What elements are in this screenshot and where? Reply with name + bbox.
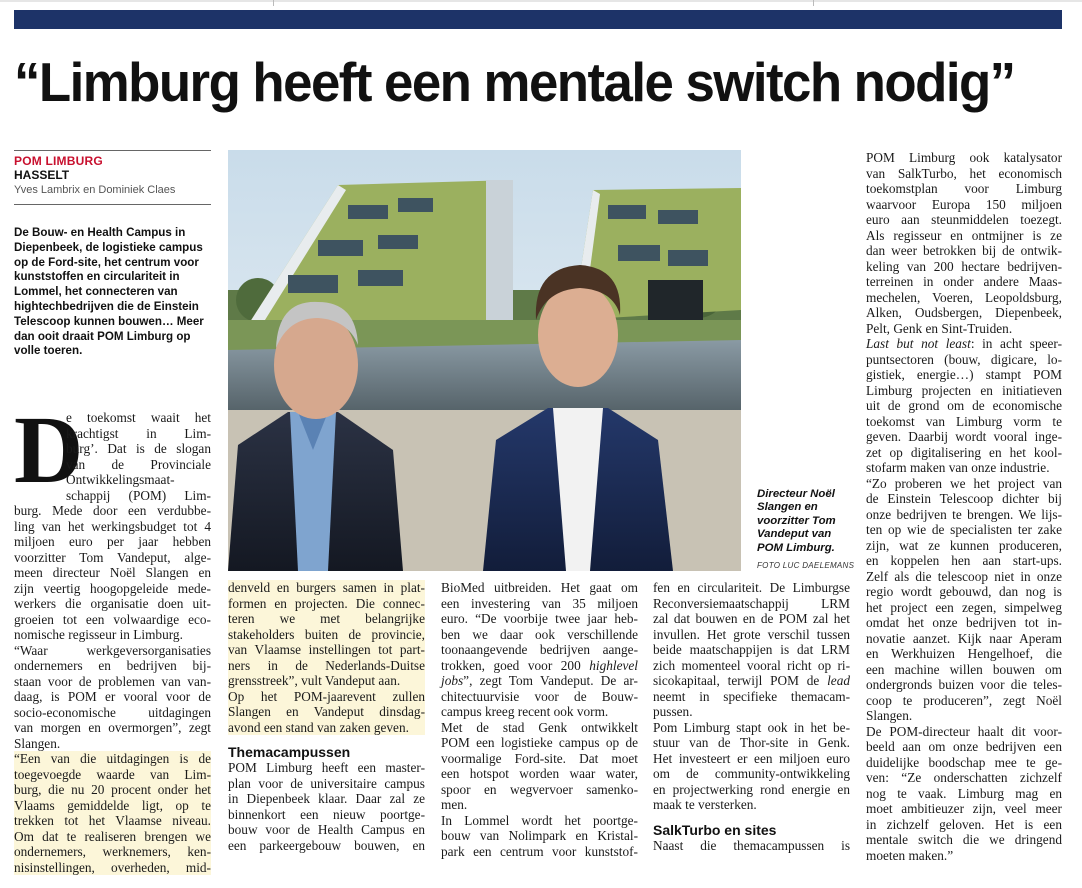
article-column-1-body bbox=[14, 503, 211, 875]
text-line: formen en projecten. Die connec- bbox=[228, 595, 425, 611]
photo-credit: FOTO LUC DAELEMANS bbox=[757, 561, 855, 570]
text-line: waarvoor Europa 150 miljoen bbox=[866, 196, 1062, 212]
text-line: binnenkort een nieuw poortge- bbox=[228, 806, 425, 822]
text-line: miljoen euro per jaar hebben bbox=[14, 534, 211, 549]
text-line: trekken tot het Vlaamse niveau. bbox=[14, 813, 211, 828]
text-line: jobs”, zegt Tom Vandeput. De ar- bbox=[441, 673, 638, 688]
text-line: van Vlaamse instellingen tot part- bbox=[228, 642, 425, 657]
text-line: Naast die themacampussen is bbox=[653, 837, 850, 853]
lead-paragraph: De Bouw- en Health Campus in Diepenbeek, de logistieke campus op de Ford-site, het centrum voor kunststoffen en circulariteit in Lommel, het connecteren van hightechbedrijven die de Einstein Telescoop kunnen bouwen… Meer dan ooit draait POM Limburg op volle toeren. bbox=[14, 226, 204, 358]
article-column-5 bbox=[866, 150, 1062, 863]
text-line: invullen. Het grote verschil tussen bbox=[653, 626, 850, 642]
text-line: trokken, goed voor 200 highlevel bbox=[441, 657, 638, 673]
divider bbox=[14, 204, 211, 205]
text-line: beeld aan om onze bedrijven een bbox=[866, 739, 1062, 754]
article-column-3 bbox=[441, 580, 638, 859]
text-line: ondernemers, werknemers, ken- bbox=[14, 844, 211, 859]
text-line: In Lommel wordt het poortge- bbox=[441, 812, 638, 828]
paragraph bbox=[228, 760, 425, 853]
text-line: neemt in specifieke themacam- bbox=[653, 688, 850, 704]
text-line: De POM-directeur haalt dit voor- bbox=[866, 723, 1062, 739]
text-line: POM Limburg heeft een master- bbox=[228, 760, 425, 775]
text-line: van SalkTurbo, het economisch bbox=[866, 165, 1062, 181]
location-label: HASSELT bbox=[14, 168, 70, 182]
text-line: een parkeergebouw bouwen, en bbox=[228, 837, 425, 853]
text-line: zal dat bouwen en de POM zal het bbox=[653, 611, 850, 626]
text-line: toegevoegde waarde van Lim- bbox=[14, 766, 211, 782]
text-line: toekomstplan voor Limburg bbox=[866, 181, 1062, 196]
section-label: POM LIMBURG bbox=[14, 154, 103, 168]
quote-paragraph bbox=[866, 476, 1062, 724]
text-line: zijn, wat ze kunnen produceren, bbox=[866, 537, 1062, 553]
highlighted-quote bbox=[14, 751, 211, 875]
text-line: coop te produceren”, zegt Noël bbox=[866, 692, 1062, 708]
article-column-2 bbox=[228, 580, 425, 853]
text-line: plan voor de universitaire campus bbox=[228, 775, 425, 791]
text-line: krachtigst in Lim- bbox=[66, 425, 211, 441]
text-line: ners in de Nederlands-Duitse bbox=[228, 657, 425, 673]
text-line: chitectuurvisie voor de Bouw- bbox=[441, 688, 638, 704]
paragraph bbox=[441, 813, 638, 860]
text-line: voorzitter Tom Vandeput, alge- bbox=[14, 549, 211, 565]
text-line: Op het POM-jaarevent zullen bbox=[228, 688, 425, 704]
text-line: een machine willen bouwen om bbox=[866, 661, 1062, 677]
text-line: puntsectoren (bouw, digicare, lo- bbox=[866, 351, 1062, 367]
subheading: Themacampussen bbox=[228, 744, 351, 760]
text-line: omdat het onze bedrijven tot in- bbox=[866, 615, 1062, 630]
text-line: in zichzelf geloven. Het is een bbox=[866, 816, 1062, 832]
text-line: in Diepenbeek klaar. Daar zal ze bbox=[228, 791, 425, 806]
text-line: nog te vaak. Limburg mag en bbox=[866, 785, 1062, 801]
text-line: euro. “De voorbije twee jaar heb- bbox=[441, 611, 638, 626]
text-line: moet ambitieuzer zijn, veel meer bbox=[866, 801, 1062, 816]
divider bbox=[14, 150, 211, 151]
text-line: men. bbox=[441, 797, 468, 812]
article-photo bbox=[228, 150, 741, 571]
text-line: en Werkhuizen Hengelhoef, die bbox=[866, 646, 1062, 661]
text-line: Slangen en Vandeput dinsdag- bbox=[228, 704, 425, 719]
text-line: spoor en wegvervoer samenko- bbox=[441, 781, 638, 797]
text-line: om de community-ontwikkeling bbox=[653, 766, 850, 781]
text-line: socio-economische uitdagingen bbox=[14, 704, 211, 720]
text-line: dan weer betrokken bij de ontwik- bbox=[866, 243, 1062, 258]
text-line: geven. Daarbij wordt vooral inge- bbox=[866, 429, 1062, 444]
text-line: zich momenteel vooral richt op ri- bbox=[653, 657, 850, 673]
text-line: en koppelen hen aan start-ups. bbox=[866, 553, 1062, 568]
text-line: “Zo proberen we het project van bbox=[866, 475, 1062, 491]
text-line: de Einstein Telescoop dichter bij bbox=[866, 491, 1062, 506]
subheading: SalkTurbo en sites bbox=[653, 821, 777, 838]
text-line: euro aan steunmiddelen toezegt. bbox=[866, 212, 1062, 227]
text-line: Pelt, Genk en Sint-Truiden. bbox=[866, 320, 1013, 336]
text-line: mechelen, Voeren, Leopoldsburg, bbox=[866, 289, 1062, 305]
text-line: novatie aanzet. Kijk naar Aperam bbox=[866, 630, 1062, 646]
text-line: terreinen in onder andere Maas- bbox=[866, 274, 1062, 289]
text-line: Limburg projecten en initiatieven bbox=[866, 382, 1062, 398]
text-line: Zelf als die telescoop niet in onze bbox=[866, 568, 1062, 584]
text-line: staan voor de problemen van van- bbox=[14, 673, 211, 689]
text-line: Alken, Oudsbergen, Diepenbeek, bbox=[866, 305, 1062, 320]
text-line: sicokapitaal, terwijl POM de lead bbox=[653, 673, 850, 688]
text-line: meen directeur Noël Slangen en bbox=[14, 565, 211, 580]
text-line: teren we met belangrijke bbox=[228, 611, 425, 626]
text-line: daag, is POM er vooral voor de bbox=[14, 689, 211, 704]
text-line: zijn veertig hoogopgeleide mede- bbox=[14, 580, 211, 596]
paragraph bbox=[653, 580, 850, 720]
highlighted-quote bbox=[228, 580, 425, 689]
text-line: nisinstellingen, overheden, mid- bbox=[14, 859, 211, 875]
text-line: moeten maken.” bbox=[866, 847, 954, 863]
paragraph bbox=[866, 336, 1062, 476]
closing-paragraph bbox=[866, 724, 1062, 864]
paragraph bbox=[866, 150, 1062, 336]
text-line: Slangen. bbox=[866, 708, 913, 723]
highlighted-paragraph bbox=[228, 689, 425, 736]
text-line: BioMed uitbreiden. Het gaat om bbox=[441, 580, 638, 595]
text-line: ondernemers en bedrijven bij- bbox=[14, 658, 211, 673]
text-line: keling van 200 hectare bedrijven- bbox=[866, 258, 1062, 274]
text-line: nomische regisseur in Limburg. bbox=[14, 627, 183, 642]
text-line: burg, die nu 20 procent onder het bbox=[14, 782, 211, 797]
article-column-4 bbox=[653, 580, 850, 853]
article-column-1 bbox=[66, 410, 211, 503]
text-line: en projectwerking rond energie en bbox=[653, 781, 850, 797]
text-line: regio wordt gebouwd, dan nog is bbox=[866, 584, 1062, 599]
text-line: POM een logistieke campus op de bbox=[441, 735, 638, 750]
text-line: fen en circulariteit. De Limburgse bbox=[653, 580, 850, 595]
text-line: duidelijke boodschap mee te ge- bbox=[866, 754, 1062, 770]
text-line: Vlaams gemiddelde ligt, op te bbox=[14, 797, 211, 813]
text-line: ven: “Ze onderschatten zichzelf bbox=[866, 770, 1062, 785]
quote-paragraph bbox=[14, 643, 211, 752]
text-line: zet op digitalisering en het kool- bbox=[866, 444, 1062, 460]
text-line: Het investeert er een miljoen euro bbox=[653, 750, 850, 766]
text-line: gistiek, energie…) stampt POM bbox=[866, 367, 1062, 382]
text-line: denveld en burgers samen in plat- bbox=[228, 580, 425, 595]
text-line: burg’. Dat is de slogan bbox=[66, 441, 211, 456]
text-line: campus kreeg recent ook vorm. bbox=[441, 704, 609, 719]
text-line: grensstreek”, vult Vandeput aan. bbox=[228, 673, 401, 688]
text-line: stuur van de Thor-site in Genk. bbox=[653, 735, 850, 750]
text-line: “Een van die uitdagingen is de bbox=[14, 751, 211, 766]
text-line: beide maatschappijen is dat LRM bbox=[653, 642, 850, 657]
text-line: werkers die organisatie doen uit- bbox=[14, 596, 211, 611]
text-line: Om dat te realiseren brengen we bbox=[14, 828, 211, 844]
text-line: maak te versterken. bbox=[653, 797, 757, 812]
text-line: bouw voor de Health Campus en bbox=[228, 822, 425, 837]
text-line: Slangen. bbox=[14, 735, 61, 751]
text-line: Reconversiemaatschappij LRM bbox=[653, 595, 850, 611]
paragraph bbox=[653, 720, 850, 813]
text-line: mentale switch die we dringend bbox=[866, 832, 1062, 847]
photo-caption: Directeur Noël Slangen en voorzitter Tom Vandeput van POM Limburg. bbox=[757, 488, 836, 554]
byline: Yves Lambrix en Dominiek Claes bbox=[14, 184, 176, 196]
text-line: het project een zegen, simpelweg bbox=[866, 599, 1062, 615]
headline: “Limburg heeft een mentale switch nodig” bbox=[14, 51, 1015, 113]
text-line: toonaangevende bedrijven aange- bbox=[441, 642, 638, 657]
top-edge-line bbox=[0, 0, 1082, 2]
masthead-bar bbox=[14, 10, 1062, 29]
text-line: groeien tot een volwaardige eco- bbox=[14, 611, 211, 627]
text-line: Als regisseur en ontmijner is ze bbox=[866, 227, 1062, 243]
text-line: park een centrum voor kunststof- bbox=[441, 843, 638, 859]
text-line: avond een stand van zaken geven. bbox=[228, 719, 409, 735]
text-line: pussen. bbox=[653, 704, 693, 719]
text-line: een hotspot worden waar water, bbox=[441, 766, 638, 781]
text-line: POM Limburg ook katalysator bbox=[866, 150, 1062, 165]
paragraph bbox=[441, 720, 638, 813]
text-line: ondergronds buizen voor die teles- bbox=[866, 677, 1062, 692]
paragraph bbox=[653, 838, 850, 854]
text-line: onze bedrijven te brengen. We lijs- bbox=[866, 506, 1062, 522]
text-line: Last but not least: in acht speer- bbox=[866, 336, 1063, 351]
text-line: stofarm maken van onze industrie. bbox=[866, 460, 1050, 475]
text-line: schappij (POM) Lim- bbox=[66, 487, 211, 503]
text-line: stakeholders buiten de provincie, bbox=[228, 626, 425, 642]
text-line: bouw van Nolimpark en Kristal- bbox=[441, 828, 638, 843]
text-line: Pom Limburg stapt ook in het be- bbox=[653, 719, 850, 735]
text-line: voormalige Ford-site. Dat moet bbox=[441, 750, 638, 766]
text-line: van de Provinciale bbox=[66, 456, 211, 472]
paragraph bbox=[441, 580, 638, 720]
text-line: e toekomst waait het bbox=[66, 410, 211, 425]
text-line: “Waar werkgeversorganisaties bbox=[14, 642, 211, 658]
text-line: toekomst van Limburg vorm te bbox=[866, 413, 1062, 429]
text-line: uit de grond om de economische bbox=[866, 398, 1062, 413]
text-line: een investering van 35 miljoen bbox=[441, 595, 638, 611]
text-line: Ontwikkelingsmaat- bbox=[66, 472, 175, 487]
text-line: Met de stad Genk ontwikkelt bbox=[441, 719, 638, 735]
intro-lines bbox=[66, 410, 211, 503]
drop-cap: D bbox=[14, 396, 84, 503]
text-line: ten op wie de specialisten ter zake bbox=[866, 522, 1062, 537]
text-line: burg. Mede door een verdubbe- bbox=[14, 503, 211, 518]
text-line: ben we daar ook verschillende bbox=[441, 626, 638, 642]
text-line: ling van het werkingsbudget tot 4 bbox=[14, 518, 211, 534]
intro-paragraph bbox=[14, 503, 211, 643]
text-line: van morgen en overmorgen”, zegt bbox=[14, 720, 211, 735]
